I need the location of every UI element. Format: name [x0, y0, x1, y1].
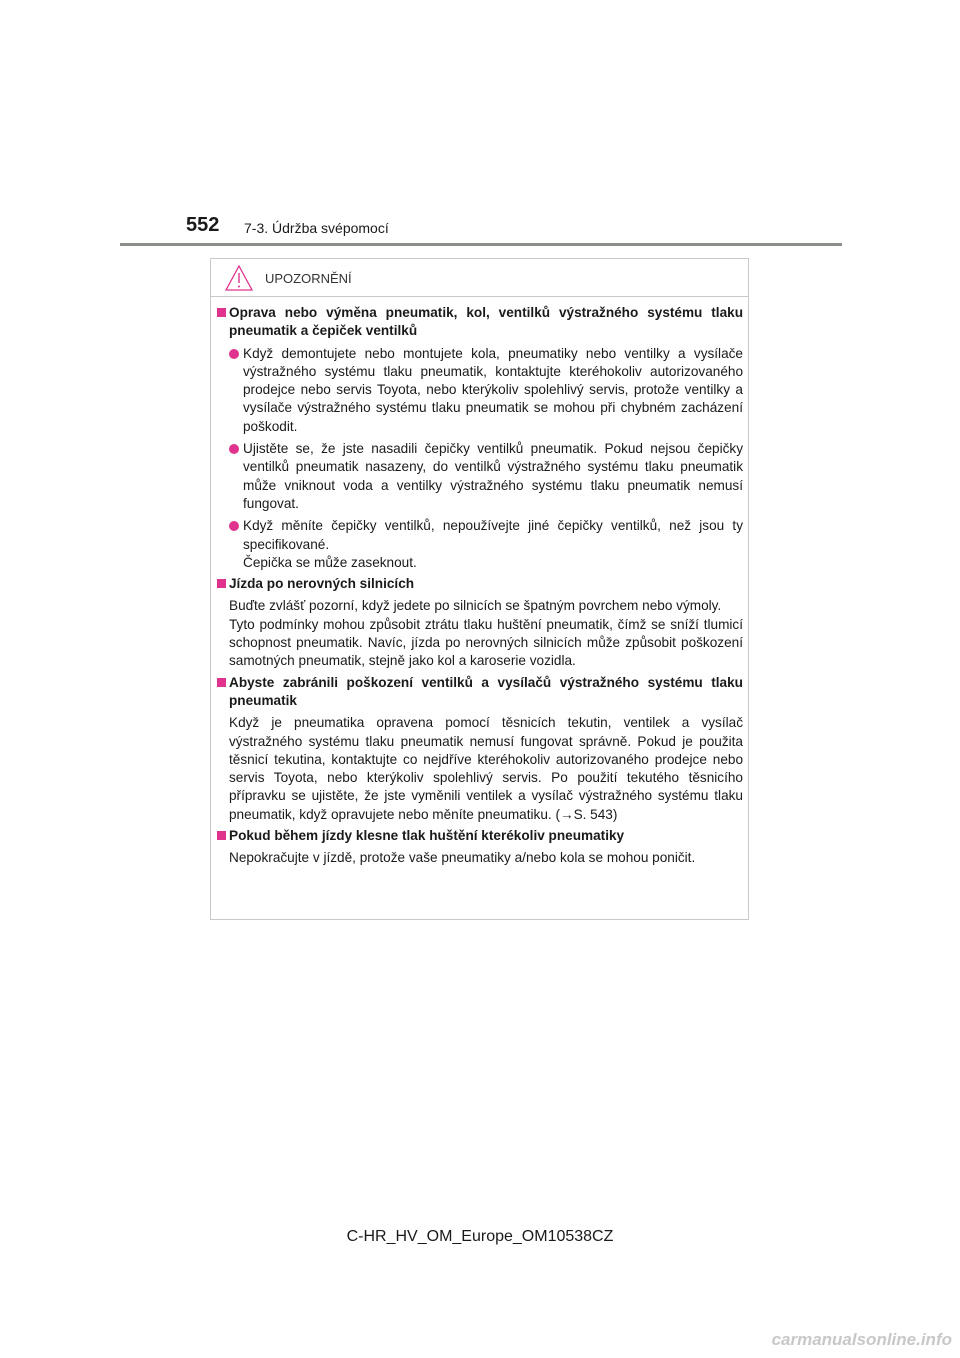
section-heading: Abyste zabránili poškození ventilků a vysílačů výstražného systému tlaku pneumatik [217, 674, 743, 711]
warning-box [210, 258, 749, 920]
warning-content [217, 301, 743, 868]
bullet-item: Když měníte čepičky ventilků, nepoužívejte jiné čepičky ventilků, než jsou ty specifikované. Čepička se může zaseknout. [217, 517, 743, 572]
warning-triangle-icon [225, 265, 253, 291]
bullet-item: Když demontujete nebo montujete kola, pneumatiky nebo ventilky a vysílače výstražného systému tlaku pneumatik, kontaktujte kteréhokoliv autorizovaného prodejce nebo servis Toyota, nebo kterýkoliv spolehlivý servis, protože ventilky a vysílače výstražného systému tlaku pneumatik se mohou při chybném zacházení poškodit. [217, 345, 743, 436]
section-title: 7-3. Údržba svépomocí [244, 220, 389, 236]
warning-header-divider [211, 296, 748, 297]
header-divider [120, 243, 842, 246]
section-heading: Pokud během jízdy klesne tlak huštění kterékoliv pneumatiky [217, 827, 743, 845]
round-bullet-icon [229, 349, 239, 359]
square-bullet-icon [217, 678, 226, 687]
section-heading: Jízda po nerovných silnicích [217, 575, 743, 593]
section-heading: Oprava nebo výměna pneumatik, kol, ventilků výstražného systému tlaku pneumatik a čepiček ventilků [217, 304, 743, 341]
square-bullet-icon [217, 308, 226, 317]
bullet-item: Ujistěte se, že jste nasadili čepičky ventilků pneumatik. Pokud nejsou čepičky ventilků pneumatik nasazeny, do ventilků výstražného systému tlaku pneumatik může vniknout voda a ventilky výstražného systému tlaku pneumatik nemusí fungovat. [217, 440, 743, 513]
page-number: 552 [186, 214, 220, 236]
round-bullet-icon [229, 444, 239, 454]
square-bullet-icon [217, 831, 226, 840]
warning-title: UPOZORNĚNÍ [265, 271, 352, 286]
section-text: Buďte zvlášť pozorní, když jedete po silnicích se špatným povrchem nebo výmoly. Tyto podmínky mohou způsobit ztrátu tlaku huštění pneumatik, čímž se sníží tlumicí schopnost pneumatik. Navíc, jízda po nerovných silnicích může způsobit poškození samotných pneumatik, stejně jako kol a karoserie vozidla. [229, 598, 743, 669]
square-bullet-icon [217, 579, 226, 588]
section-text: Nepokračujte v jízdě, protože vaše pneumatiky a/nebo kola se mohou poničit. [229, 850, 696, 866]
section-text: Když je pneumatika opravena pomocí těsnicích tekutin, ventilek a vysílač výstražného systému tlaku pneumatik nemusí fungovat správně. Pokud je použita těsnicí tekutina, kontaktujte co nejdříve kteréhokoliv autorizovaného prodejce nebo servis Toyota, nebo kterýkoliv spolehlivý servis. Po použití tekutého těsnicího přípravku se ujistěte, že jste vyměnili ventilek a vysílač výstražného systému tlaku pneumatik, když opravujete nebo měníte pneumatiku. (→S. 543) [229, 715, 743, 822]
round-bullet-icon [229, 521, 239, 531]
document-code: C-HR_HV_OM_Europe_OM10538CZ [346, 1228, 614, 1245]
watermark: carmanualsonline.info [771, 1330, 952, 1349]
